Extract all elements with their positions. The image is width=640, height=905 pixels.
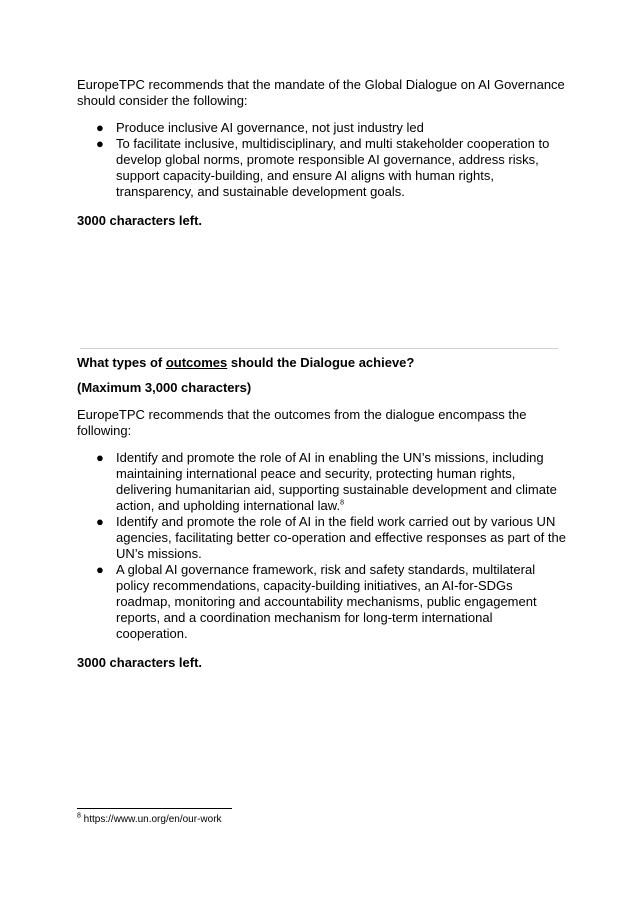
footnote-divider — [77, 808, 232, 809]
list-item: ● A global AI governance framework, risk and safety standards, multilateral policy recommendations, capacity-building initiatives, an AI-for-SDGs roadmap, monitoring and accountability mechanisms, public engagement reports, and a coordination mechanism for long-term international cooperation. — [96, 562, 537, 641]
question-heading: What types of outcomes should the Dialogue achieve? — [77, 355, 415, 370]
section1-bullet-list — [77, 120, 567, 200]
question-underlined-term: outcomes — [165, 355, 228, 370]
list-item: ● To facilitate inclusive, multidisciplinary, and multi stakeholder cooperation to develop global norms, promote responsible AI governance, address risks, support capacity-building, and ensure AI aligns with human rights, transparency, and sustainable development goals. — [96, 136, 550, 199]
bullet-icon: ● — [96, 450, 104, 465]
section2-bullet-list — [77, 450, 567, 642]
footnote-link[interactable]: https://www.un.org/en/our-work — [80, 814, 222, 825]
bullet-icon: ● — [96, 562, 104, 577]
bullet-icon: ● — [96, 136, 104, 151]
section1-chars-left: 3000 characters left. — [77, 213, 203, 228]
section1-intro: EuropeTPC recommends that the mandate of the Global Dialogue on AI Governance should consider the following: — [77, 77, 565, 108]
list-item: ● Identify and promote the role of AI in enabling the UN’s missions, including maintaining international peace and security, protecting human rights, delivering humanitarian aid, supporting sustainable development and climate action, and upholding international law.$^8$ — [96, 450, 557, 513]
list-item: ● Identify and promote the role of AI in the field work carried out by various UN agencies, facilitating better co-operation and effective responses as part of the UN’s missions. — [96, 514, 566, 561]
footnote — [77, 814, 222, 826]
section2-intro: EuropeTPC recommends that the outcomes from the dialogue encompass the following: — [77, 407, 527, 438]
bullet-icon: ● — [96, 514, 104, 529]
list-item: ● Produce inclusive AI governance, not just industry led — [96, 120, 424, 135]
section-divider — [80, 348, 558, 349]
footnote-reference: 8 — [340, 499, 344, 507]
footnote-number: 8 — [77, 812, 81, 820]
section2-chars-left: 3000 characters left. — [77, 655, 203, 670]
max-characters-note: (Maximum 3,000 characters) — [77, 380, 252, 395]
bullet-icon: ● — [96, 120, 104, 135]
